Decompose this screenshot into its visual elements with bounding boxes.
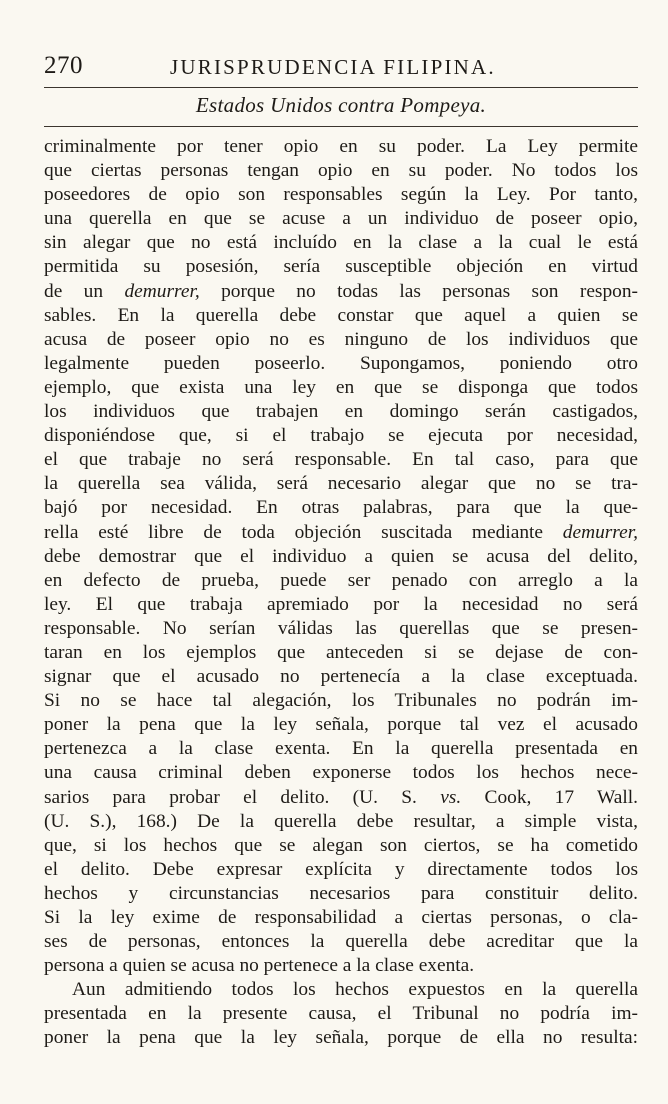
- line-text: ses de personas, entonces la querella debe acreditar que la: [44, 931, 638, 953]
- text-line: [44, 448, 638, 472]
- line-text: (U. S.), 168.) De la querella debe resultar, a simple vista,: [44, 810, 638, 832]
- text-line: [44, 761, 638, 785]
- text-line: [44, 930, 638, 954]
- text-line: [44, 328, 638, 352]
- line-text: bajó por necesidad. En otras palabras, para que la que-: [44, 497, 638, 519]
- page-number: 270: [44, 52, 83, 79]
- line-text: signar que el acusado no pertenecía a la clase exceptuada.: [44, 666, 638, 688]
- text-line: [44, 858, 638, 882]
- line-text: poseedores de opio son responsables según la Ley. Por tanto,: [44, 184, 638, 206]
- text-line: [44, 472, 638, 496]
- text-line: [44, 400, 638, 424]
- line-text: Si no se hace tal alegación, los Tribunales no podrán im-: [44, 690, 638, 712]
- text-line: [44, 424, 638, 448]
- text-line: [44, 545, 638, 569]
- line-text-after: Cook, 17 Wall.: [461, 786, 638, 808]
- line-text: la querella sea válida, será necesario alegar que no se tra-: [44, 473, 638, 495]
- line-text-italic: vs.: [440, 786, 462, 808]
- line-text: Aun admitiendo todos los hechos expuestos en la querella: [72, 979, 638, 1001]
- text-line: [44, 1002, 638, 1026]
- text-line: [44, 496, 638, 520]
- line-text: que ciertas personas tengan opio en su poder. No todos los: [44, 160, 638, 182]
- case-title-rule: [44, 126, 638, 127]
- line-text-before: rella esté libre de toda objeción suscitada mediante: [44, 521, 563, 543]
- line-text-before: de un: [44, 280, 125, 302]
- text-line: [44, 737, 638, 761]
- line-text: poner la pena que la ley señala, porque de ella no resulta:: [44, 1027, 638, 1049]
- text-line: [44, 810, 638, 834]
- line-text: responsable. No serían válidas las querellas que se presen-: [44, 617, 638, 639]
- line-text: pertenezca a la clase exenta. En la querella presentada en: [44, 738, 638, 760]
- text-line: [44, 280, 638, 304]
- text-line: [44, 521, 638, 545]
- text-line: [44, 641, 638, 665]
- line-text: ley. El que trabaja apremiado por la necesidad no será: [44, 593, 638, 615]
- text-line: [44, 159, 638, 183]
- line-text: hechos y circunstancias necesarios para constituir delito.: [44, 882, 638, 904]
- line-text: poner la pena que la ley señala, porque tal vez el acusado: [44, 714, 638, 736]
- text-line: [44, 713, 638, 737]
- line-text: presentada en la presente causa, el Tribunal no podría im-: [44, 1003, 638, 1025]
- line-text: que, si los hechos que se alegan son ciertos, se ha cometido: [44, 834, 638, 856]
- text-line: [44, 882, 638, 906]
- body-text: [44, 135, 638, 1051]
- page-header: [44, 50, 638, 84]
- text-line: [44, 207, 638, 231]
- text-line: [44, 665, 638, 689]
- line-text: criminalmente por tener opio en su poder. La Ley permite: [44, 136, 638, 157]
- line-text: disponiéndose que, si el trabajo se ejecuta por necesidad,: [44, 425, 638, 447]
- line-text: ejemplo, que exista una ley en que se disponga que todos: [44, 376, 638, 398]
- text-line: [44, 135, 638, 159]
- text-line: [44, 786, 638, 810]
- line-text: legalmente pueden poseerlo. Supongamos, poniendo otro: [44, 352, 638, 374]
- line-text: debe demostrar que el individuo a quien se acusa del delito,: [44, 545, 638, 567]
- case-title: Estados Unidos contra Pompeya.: [195, 93, 487, 117]
- line-text-after: porque no todas las personas son respon-: [199, 280, 639, 302]
- text-line: [44, 376, 638, 400]
- line-text: una querella en que se acuse a un individuo de poseer opio,: [44, 208, 638, 230]
- line-text: en defecto de prueba, puede ser penado con arreglo a la: [44, 569, 638, 591]
- text-line: [44, 304, 638, 328]
- line-text: sin alegar que no está incluído en la clase a la cual le está: [44, 232, 638, 254]
- text-line: [44, 231, 638, 255]
- line-text: el delito. Debe expresar explícita y directamente todos los: [44, 858, 638, 880]
- text-line: [44, 617, 638, 641]
- text-line: [44, 906, 638, 930]
- line-text-italic: demurrer,: [124, 280, 200, 302]
- text-line: [44, 569, 638, 593]
- text-line: [44, 255, 638, 279]
- text-line: [44, 689, 638, 713]
- running-title: JURISPRUDENCIA FILIPINA.: [170, 55, 496, 79]
- text-line: [44, 1026, 638, 1050]
- line-text: taran en los ejemplos que anteceden si se dejase de con-: [44, 641, 638, 663]
- line-text: permitida su posesión, sería susceptible objeción en virtud: [44, 256, 638, 278]
- text-line: [44, 834, 638, 858]
- line-text-italic: demurrer,: [562, 521, 638, 543]
- text-line: [44, 593, 638, 617]
- header-rule: [44, 87, 638, 88]
- line-text: los individuos que trabajen en domingo serán castigados,: [44, 401, 638, 423]
- text-line: [44, 352, 638, 376]
- line-text: acusa de poseer opio no es ninguno de los individuos que: [44, 328, 638, 350]
- line-text: una causa criminal deben exponerse todos los hechos nece-: [44, 762, 638, 784]
- text-line: [44, 978, 638, 1002]
- line-text: sables. En la querella debe constar que aquel a quien se: [44, 304, 638, 326]
- line-text: el que trabaje no será responsable. En tal caso, para que: [44, 449, 638, 471]
- line-text: Si la ley exime de responsabilidad a ciertas personas, o cla-: [44, 907, 638, 928]
- text-line: [44, 954, 638, 978]
- line-text: persona a quien se acusa no pertenece a la clase exenta.: [44, 955, 475, 977]
- line-text-before: sarios para probar el delito. (U. S.: [44, 786, 441, 808]
- text-line: [44, 183, 638, 207]
